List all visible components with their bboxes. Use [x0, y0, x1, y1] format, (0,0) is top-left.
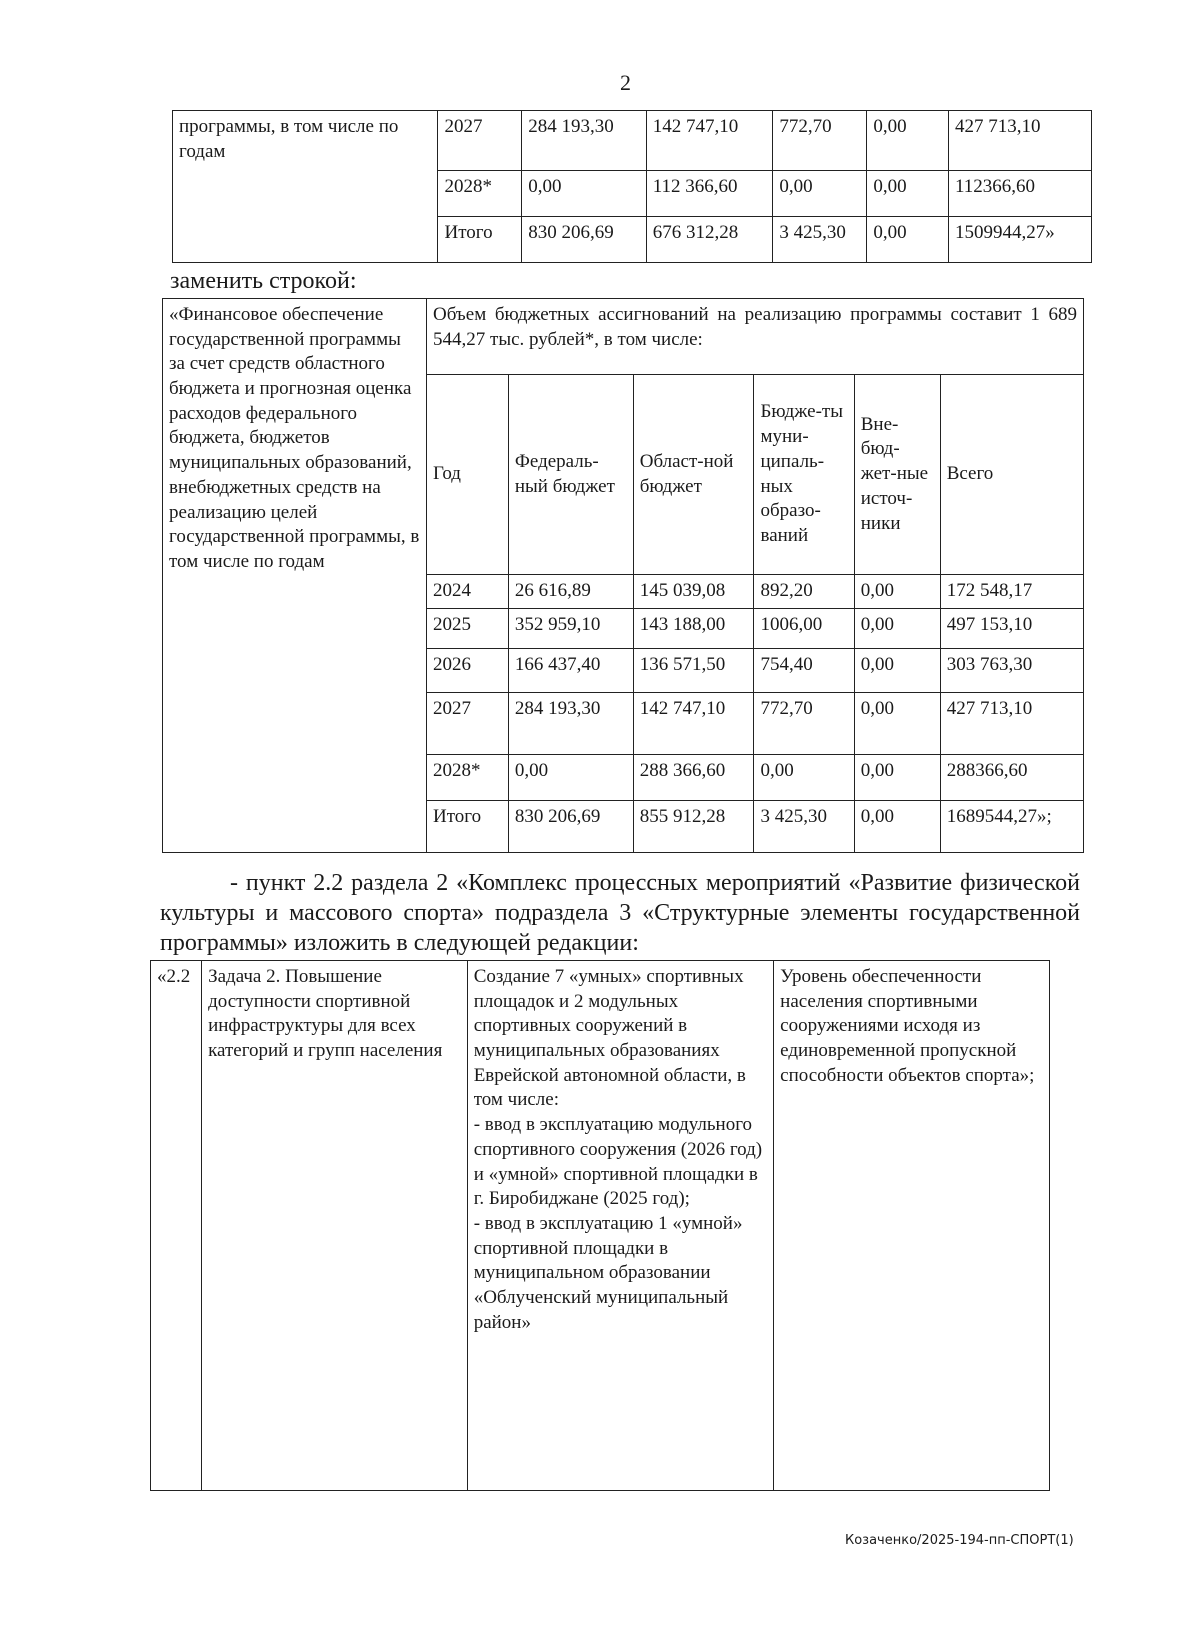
new-cell: 1689544,27»; [940, 800, 1083, 852]
new-cell: 754,40 [754, 648, 854, 692]
new-cell: 830 206,69 [508, 800, 633, 852]
new-table-summary: Объем бюджетных ассигнований на реализацию программы составит 1 689 544,27 тыс. рублей*, в том числе: [427, 299, 1084, 375]
new-cell: 3 425,30 [754, 800, 854, 852]
new-cell: 0,00 [854, 754, 940, 800]
new-cell: 352 959,10 [508, 608, 633, 648]
old-cell: 0,00 [867, 217, 949, 263]
old-finance-table [172, 110, 1092, 263]
old-cell: 830 206,69 [522, 217, 647, 263]
new-cell: 2025 [427, 608, 509, 648]
new-cell: 0,00 [754, 754, 854, 800]
new-cell: 303 763,30 [940, 648, 1083, 692]
new-cell: 143 188,00 [633, 608, 754, 648]
header-extrabudget: Вне-бюд-жет-ные источ-ники [854, 375, 940, 575]
instruction-paragraph [160, 868, 1080, 958]
new-cell: 145 039,08 [633, 575, 754, 609]
new-cell: 2026 [427, 648, 509, 692]
new-cell: 2028* [427, 754, 509, 800]
new-cell: 1006,00 [754, 608, 854, 648]
new-cell: 0,00 [508, 754, 633, 800]
new-cell: 166 437,40 [508, 648, 633, 692]
header-federal: Федераль-ный бюджет [508, 375, 633, 575]
task-result [467, 961, 773, 1491]
new-cell: 855 912,28 [633, 800, 754, 852]
new-cell: 892,20 [754, 575, 854, 609]
new-cell: 2024 [427, 575, 509, 609]
new-cell: 0,00 [854, 800, 940, 852]
task-indicator: Уровень обеспеченности населения спортивными сооружениями исходя из единовременной пропускной способности объектов спорта»; [774, 961, 1050, 1491]
old-cell: 284 193,30 [522, 111, 647, 171]
old-cell: 2028* [438, 171, 522, 217]
new-cell: 142 747,10 [633, 692, 754, 754]
header-regional: Област-ной бюджет [633, 375, 754, 575]
old-cell: 3 425,30 [773, 217, 867, 263]
new-cell: 136 571,50 [633, 648, 754, 692]
old-cell: 142 747,10 [646, 111, 773, 171]
new-finance-table [162, 298, 1084, 853]
result-intro: Создание 7 «умных» спортивных площадок и 2 модульных спортивных сооружений в муниципальных образованиях Еврейской автономной области, в том числе: [473, 966, 746, 1111]
new-cell: 284 193,30 [508, 692, 633, 754]
new-cell: 2027 [427, 692, 509, 754]
page-number: 2 [620, 70, 631, 95]
new-cell: 0,00 [854, 608, 940, 648]
result-item-2: - ввод в эксплуатацию 1 «умной» спортивной площадки в муниципальном образовании «Облученский муниципальный район» [473, 1212, 743, 1333]
new-table-label: «Финансовое обеспечение государственной программы за счет средств областного бюджета и прогнозная оценка расходов федерального бюджета, бюджетов муниципальных образований, внебюджетных средств на реализацию целей государственной программы, в том числе по годам [163, 299, 427, 853]
old-cell: 112 366,60 [646, 171, 773, 217]
old-cell: 112366,60 [949, 171, 1092, 217]
new-cell: 497 153,10 [940, 608, 1083, 648]
new-cell: 288 366,60 [633, 754, 754, 800]
header-municipal: Бюдже-ты муни-ципаль-ных образо-ваний [754, 375, 854, 575]
old-table-label: программы, в том числе по годам [173, 111, 438, 263]
new-cell: 0,00 [854, 648, 940, 692]
new-cell: 0,00 [854, 575, 940, 609]
new-cell: 288366,60 [940, 754, 1083, 800]
old-cell: 2027 [438, 111, 522, 171]
header-year: Год [427, 375, 509, 575]
old-cell: 772,70 [773, 111, 867, 171]
old-cell: 1509944,27» [949, 217, 1092, 263]
new-cell: 427 713,10 [940, 692, 1083, 754]
instruction-text: - пункт 2.2 раздела 2 «Комплекс процессных мероприятий «Развитие физической культуры и массового спорта» подраздела 3 «Структурные элементы государственной программы» изложить в следующей редакции: [160, 870, 1080, 956]
task-number: «2.2 [151, 961, 202, 1491]
old-cell: 0,00 [773, 171, 867, 217]
document-footer: Козаченко/2025-194-пп-СПОРТ(1) [845, 1533, 1074, 1548]
old-cell: Итого [438, 217, 522, 263]
task-description: Задача 2. Повышение доступности спортивной инфраструктуры для всех категорий и групп населения [202, 961, 468, 1491]
new-cell: Итого [427, 800, 509, 852]
old-cell: 0,00 [522, 171, 647, 217]
new-cell: 772,70 [754, 692, 854, 754]
new-cell: 26 616,89 [508, 575, 633, 609]
old-cell: 0,00 [867, 111, 949, 171]
header-total: Всего [940, 375, 1083, 575]
new-cell: 0,00 [854, 692, 940, 754]
old-cell: 0,00 [867, 171, 949, 217]
result-item-1: - ввод в эксплуатацию модульного спортивного сооружения (2026 год) и «умной» спортивной площадки в г. Биробиджане (2025 год); [473, 1114, 763, 1210]
task-table [150, 960, 1050, 1491]
old-cell: 427 713,10 [949, 111, 1092, 171]
old-cell: 676 312,28 [646, 217, 773, 263]
replace-label: заменить строкой: [170, 268, 357, 294]
new-cell: 172 548,17 [940, 575, 1083, 609]
